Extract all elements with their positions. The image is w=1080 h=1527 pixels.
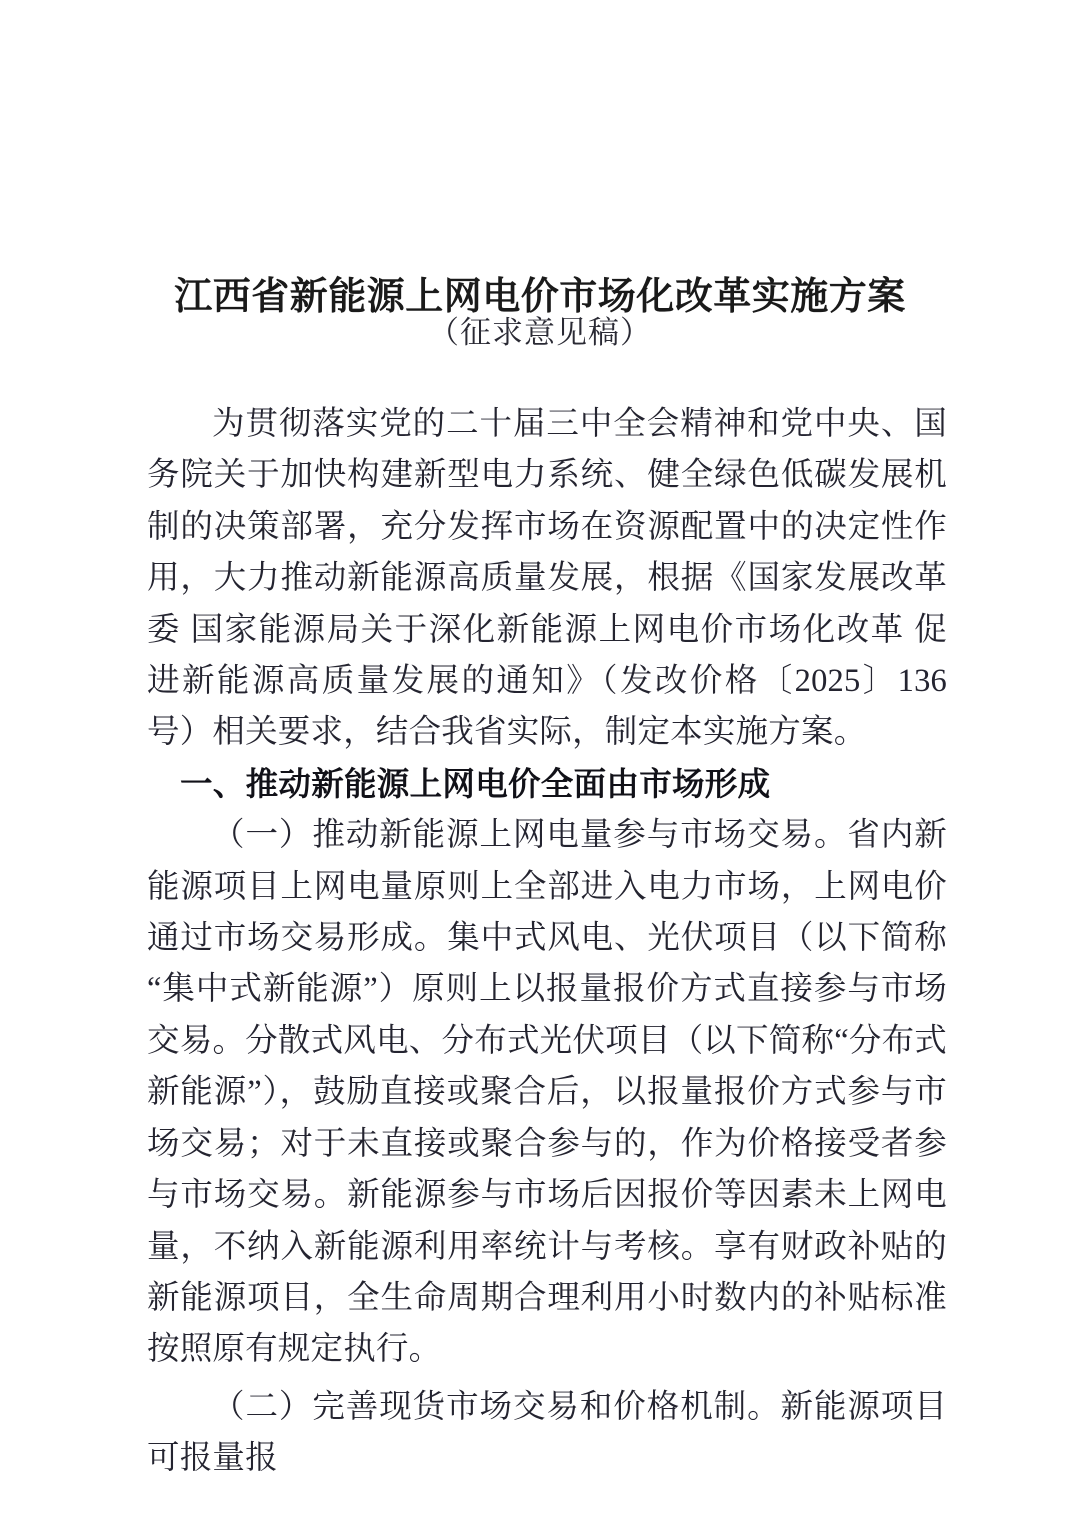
- document-body: [147, 399, 947, 1485]
- paragraph-item-one: （一）推动新能源上网电量参与市场交易。省内新能源项目上网电量原则上全部进入电力市场，上网电价通过市场交易形成。集中式风电、光伏项目（以下简称“集中式新能源”）原则上以报量报价方式直接参与市场交易。分散式风电、分布式光伏项目（以下简称“分布式新能源”），鼓励直接或聚合后，以报量报价方式参与市场交易；对于未直接或聚合参与的，作为价格接受者参与市场交易。新能源参与市场后因报价等因素未上网电量，不纳入新能源利用率统计与考核。享有财政补贴的新能源项目，全生命周期合理利用小时数内的补贴标准按照原有规定执行。: [147, 817, 947, 1368]
- document-subtitle: （征求意见稿）: [428, 315, 652, 350]
- paragraph-preamble: 为贯彻落实党的二十届三中全会精神和党中央、国务院关于加快构建新型电力系统、健全绿色低碳发展机制的决策部署，充分发挥市场在资源配置中的决定性作用，大力推动新能源高质量发展，根据《国家发展改革委 国家能源局关于深化新能源上网电价市场化改革 促进新能源高质量发展的通知》（发改价格〔2025〕136 号）相关要求，结合我省实际，制定本实施方案。: [147, 406, 947, 751]
- section-heading-one: 一、推动新能源上网电价全面由市场形成: [180, 765, 771, 802]
- page-title: 江西省新能源上网电价市场化改革实施方案: [174, 276, 906, 319]
- paragraph-item-two: （二）完善现货市场交易和价格机制。新能源项目可报量报: [147, 1388, 947, 1477]
